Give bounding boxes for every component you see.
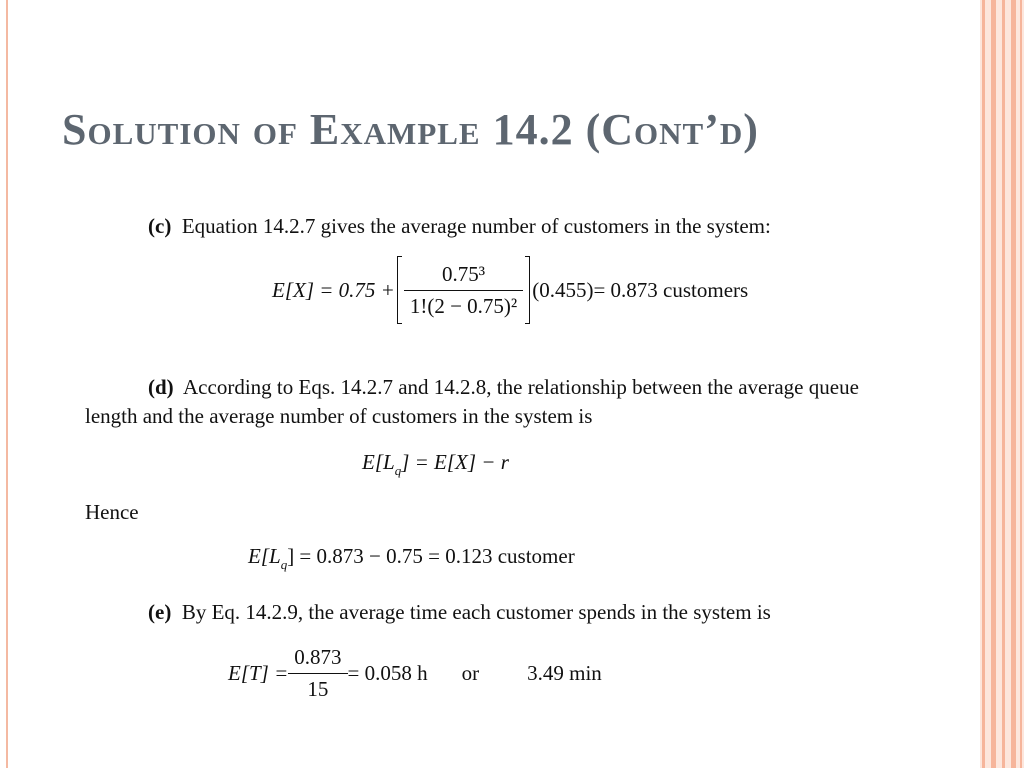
eq-e-or: or <box>461 661 480 685</box>
frame-stripe <box>991 0 996 768</box>
equation-expected-customers <box>272 256 748 324</box>
left-bracket <box>397 256 402 324</box>
hence-text: Hence <box>85 500 139 524</box>
eq-c-fraction <box>404 262 523 319</box>
frame-stripe <box>1002 0 1005 768</box>
eq-d-subscript: q <box>394 463 402 478</box>
slide-title: Solution of Example 14.2 (Cont’d) <box>62 105 759 154</box>
eq-e-alt: 3.49 min <box>527 661 602 685</box>
eq-d2-rhs: ] = 0.873 − 0.75 = 0.123 customer <box>287 544 575 568</box>
eq-d2-subscript: q <box>280 557 288 572</box>
part-e-text: By Eq. 14.2.9, the average time each customer spends in the system is <box>181 600 771 624</box>
eq-c-numerator: 0.75³ <box>442 261 486 286</box>
eq-d-rhs: ] = E[X] − r <box>401 450 509 474</box>
part-c-text: Equation 14.2.7 gives the average number of customers in the system: <box>181 214 771 238</box>
equation-time-in-system <box>228 645 602 702</box>
part-d-line1 <box>148 375 859 400</box>
equation-queue-length <box>362 450 509 478</box>
eq-e-lhs: E[T] = <box>228 661 289 685</box>
frame-stripe <box>982 0 985 768</box>
eq-d-lhs: E[L <box>362 450 395 474</box>
frame-right-border <box>980 0 1024 768</box>
eq-e-fraction <box>288 645 347 702</box>
part-d-label: (d) <box>148 375 174 399</box>
frame-left-border <box>6 0 8 768</box>
equation-queue-length-value <box>248 544 575 572</box>
part-e-paragraph <box>148 600 771 625</box>
eq-c-rhs: = 0.873 customers <box>593 277 749 302</box>
eq-c-denominator: 1!(2 − 0.75)² <box>404 290 523 319</box>
eq-c-factor: (0.455) <box>532 277 594 302</box>
eq-e-denominator: 15 <box>288 673 347 702</box>
right-bracket <box>525 256 530 324</box>
frame-stripe <box>1011 0 1016 768</box>
eq-d2-lhs: E[L <box>248 544 281 568</box>
eq-e-rhs: = 0.058 h <box>347 661 428 685</box>
part-c-paragraph <box>148 214 771 239</box>
part-d-text-line1: According to Eqs. 14.2.7 and 14.2.8, the relationship between the average queue <box>183 375 859 399</box>
eq-c-lhs: E[X] = 0.75 + <box>272 277 395 302</box>
part-e-label: (e) <box>148 600 172 624</box>
part-c-label: (c) <box>148 214 172 238</box>
eq-e-numerator: 0.873 <box>294 645 342 669</box>
frame-stripe <box>1020 0 1022 768</box>
part-d-text-line2: length and the average number of customers in the system is <box>85 404 593 428</box>
